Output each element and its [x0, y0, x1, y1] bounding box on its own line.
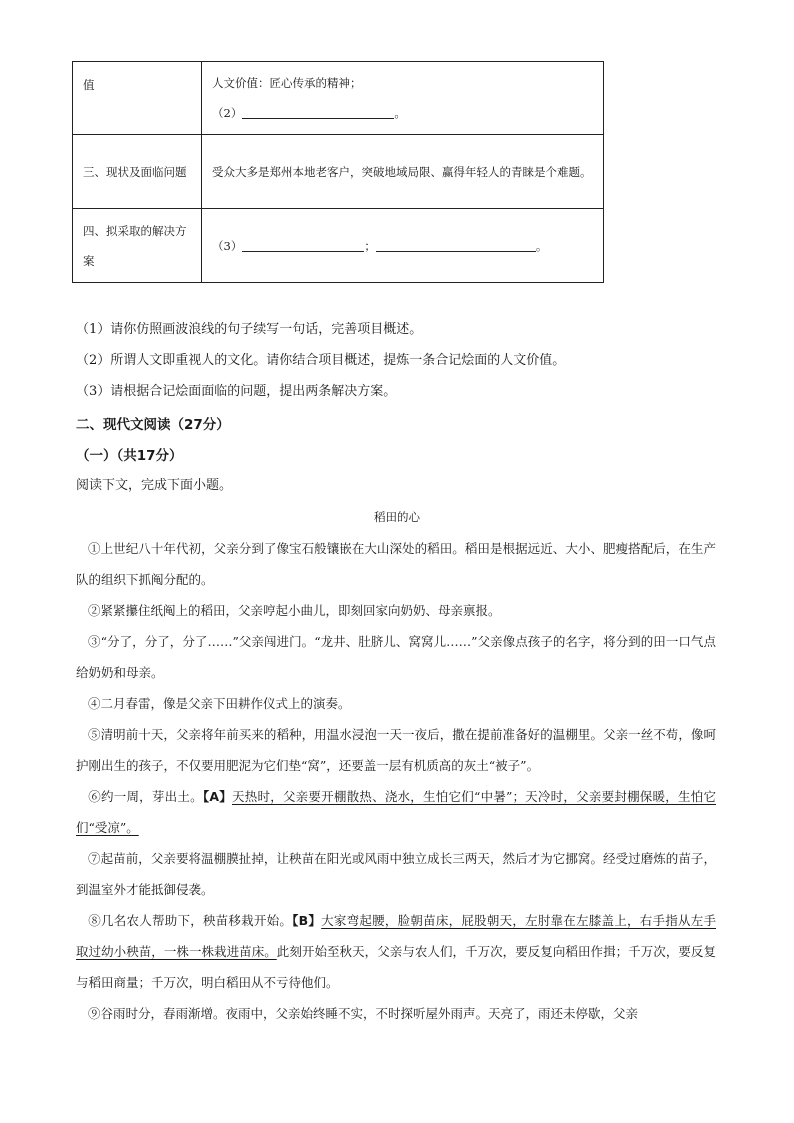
sub-heading: （一）（共17分）: [76, 448, 183, 464]
row-content: [202, 209, 604, 283]
answer-line-2: [212, 98, 595, 128]
article-title: 稻田的心: [374, 510, 420, 524]
question-1: （1）请你仿照画波浪线的句子续写一句话，完善项目概述。: [76, 322, 423, 337]
underlined-sentence-b: 大家弯起腰，脸朝苗床，屁股朝天，左肘靠在左膝盖上，右手指从左手取过幼小秧苗，一株一株栽进苗床。: [76, 913, 716, 959]
paragraph: ⑨谷雨时分，春雨渐增。夜雨中，父亲始终睡不实，不时探听屋外雨声。天亮了，雨还未停歇，父亲: [88, 1006, 639, 1021]
row-content: 受众大多是郑州本地老客户，突破地域局限、赢得年轻人的青睐是个难题。: [202, 135, 604, 209]
answer-blank[interactable]: [376, 237, 536, 252]
period: 。: [535, 238, 548, 253]
mark-a: 【A】: [202, 789, 232, 804]
humanistic-value-line: 人文价值：匠心传承的精神；: [212, 76, 362, 90]
row-label: 值: [73, 62, 202, 135]
question-3: （3）请根据合记烩面面临的问题，提出两条解决方案。: [76, 384, 397, 399]
item-number: （3）: [212, 238, 243, 253]
paragraph: ③“分了，分了，分了……”父亲闯进门。“龙井、肚脐儿、窝窝儿……”父亲像点孩子的名字，将分到的田一口气点给奶奶和母亲。: [76, 634, 716, 680]
item-number: （2）: [212, 106, 243, 120]
section-heading: 二、现代文阅读（27分）: [76, 417, 230, 433]
answer-blank[interactable]: [242, 104, 394, 119]
row-content: [202, 62, 604, 135]
paragraph: ②紧紧攥住纸阄上的稻田，父亲哼起小曲儿，即刻回家向奶奶、母亲禀报。: [88, 603, 501, 618]
paragraph: ①上世纪八十年代初，父亲分到了像宝石般镶嵌在大山深处的稻田。稻田是根据远近、大小、肥瘦搭配后，在生产队的组织下抓阄分配的。: [76, 541, 716, 587]
row-label: 三、现状及面临问题: [73, 135, 202, 209]
table-row: [73, 135, 604, 209]
period: 。: [394, 106, 406, 120]
question-2: （2）所谓人文即重视人的文化。请你结合项目概述，提炼一条合记烩面的人文价值。: [76, 353, 566, 368]
project-table: [72, 61, 604, 283]
mark-b: 【B】: [292, 913, 322, 928]
underlined-sentence-a: 天热时，父亲要开棚散热、浇水，生怕它们“中暑”；天冷时，父亲要封棚保暖，生怕它们“受凉”。: [76, 789, 716, 835]
paragraph-a: ⑥约一周，芽出土。【A】天热时，父亲要开棚散热、浇水，生怕它们“中暑”；天冷时，父亲要封棚保暖，生怕它们“受凉”。: [76, 789, 716, 835]
table-row: [73, 209, 604, 283]
instruction: 阅读下文，完成下面小题。: [76, 478, 233, 493]
table-row: [73, 62, 604, 135]
separator: ；: [364, 238, 376, 253]
answer-blank[interactable]: [242, 237, 364, 252]
row-label: 四、拟采取的解决方案: [73, 209, 202, 283]
paragraph: ④二月春雷，像是父亲下田耕作仪式上的演奏。: [88, 696, 351, 711]
paragraph: ⑤清明前十天，父亲将年前买来的稻种，用温水浸泡一天一夜后，撒在提前准备好的温棚里。父亲一丝不苟，像呵护刚出生的孩子，不仅要用肥泥为它们垫“窝”，还要盖一层有机质高的灰土“被子”。: [76, 727, 716, 773]
paragraph: ⑦起苗前，父亲要将温棚膜扯掉，让秧苗在阳光或风雨中独立成长三两天，然后才为它挪窝。经受过磨炼的苗子，到温室外才能抵御侵袭。: [76, 851, 716, 897]
paragraph-b: ⑧几名农人帮助下，秧苗移栽开始。【B】大家弯起腰，脸朝苗床，屁股朝天，左肘靠在左膝盖上，右手指从左手取过幼小秧苗，一株一株栽进苗床。此刻开始至秋天，父亲与农人们，千万次，要反复向稻田作揖；千万次，要反复与稻田商量；千万次，明白稻田从不亏待他们。: [76, 913, 716, 990]
